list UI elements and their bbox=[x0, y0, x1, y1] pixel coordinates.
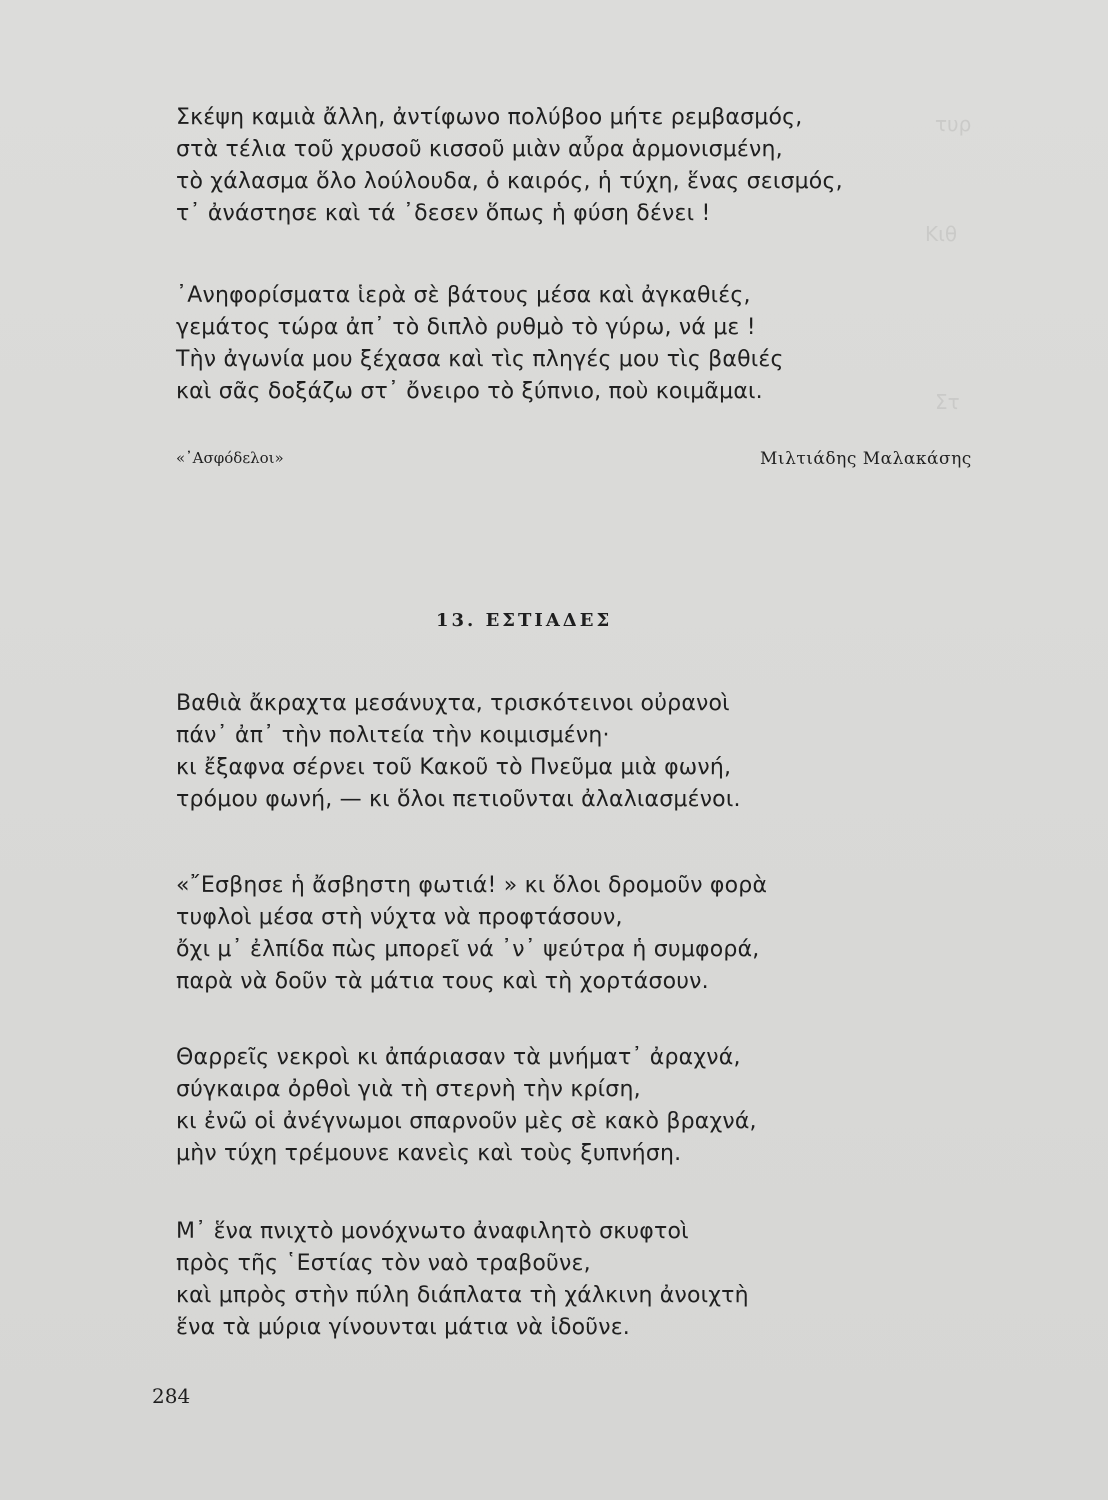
verse-line: κι ἔξαφνα σέρνει τοῦ Κακοῦ τὸ Πνεῦμα μιὰ φωνή, bbox=[176, 755, 732, 780]
page-number: 284 bbox=[152, 1384, 191, 1408]
stanza-bottom-4 bbox=[176, 1216, 749, 1344]
poem-author: Μιλτιάδης Μαλακάσης bbox=[760, 449, 972, 469]
verse-line: ὄχι μ᾿ ἐλπίδα πὼς μπορεῖ νά ᾿ν᾿ ψεύτρα ἡ συμφορά, bbox=[176, 937, 760, 962]
stanza-bottom-2 bbox=[176, 870, 767, 998]
verse-line: «῎Εσβησε ἡ ἄσβηστη φωτιά! » κι ὅλοι δρομοῦν φορὰ bbox=[176, 873, 768, 898]
verse-line: τὸ χάλασμα ὅλο λούλουδα, ὁ καιρός, ἡ τύχη, ἕνας σεισμός, bbox=[176, 169, 843, 194]
verse-line: κι ἐνῶ οἱ ἀνέγνωμοι σπαρνοῦν μὲς σὲ κακὸ βραχνά, bbox=[176, 1109, 757, 1134]
verse-line: Μ᾿ ἕνα πνιχτὸ μονόχνωτο ἀναφιλητὸ σκυφτοὶ bbox=[176, 1219, 689, 1244]
verse-line: Σκέψη καμιὰ ἄλλη, ἀντίφωνο πολύβοο μήτε ρεμβασμός, bbox=[176, 105, 803, 130]
verse-line: ἕνα τὰ μύρια γίνουνται μάτια νὰ ἰδοῦνε. bbox=[176, 1315, 630, 1340]
verse-line: καὶ σᾶς δοξάζω στ᾿ ὄνειρο τὸ ξύπνιο, ποὺ κοιμᾶμαι. bbox=[176, 379, 763, 404]
stanza-top-2 bbox=[176, 280, 784, 408]
bleed-through-text: Στ bbox=[935, 390, 960, 414]
verse-line: Θαρρεῖς νεκροὶ κι ἀπάριασαν τὰ μνήματ᾿ ἀραχνά, bbox=[176, 1045, 741, 1070]
verse-line: τυφλοὶ μέσα στὴ νύχτα νὰ προφτάσουν, bbox=[176, 905, 623, 930]
stanza-top-1 bbox=[176, 102, 843, 230]
verse-line: τ᾿ ἀνάστησε καὶ τά ᾿δεσεν ὅπως ἡ φύση δένει ! bbox=[176, 201, 711, 226]
verse-line: παρὰ νὰ δοῦν τὰ μάτια τους καὶ τὴ χορτάσουν. bbox=[176, 969, 709, 994]
verse-line: στὰ τέλια τοῦ χρυσοῦ κισσοῦ μιὰν αὖρα ἁρμονισμένη, bbox=[176, 137, 783, 162]
verse-line: σύγκαιρα ὀρθοὶ γιὰ τὴ στερνὴ τὴν κρίση, bbox=[176, 1077, 641, 1102]
stanza-bottom-1 bbox=[176, 688, 741, 816]
verse-line: ᾿Ανηφορίσματα ἱερὰ σὲ βάτους μέσα καὶ ἀγκαθιές, bbox=[176, 283, 751, 308]
verse-line: πάν᾿ ἀπ᾿ τὴν πολιτεία τὴν κοιμισμένη· bbox=[176, 723, 610, 748]
poem-source: «᾿Ασφόδελοι» bbox=[176, 449, 284, 467]
verse-line: τρόμου φωνή, — κι ὅλοι πετιοῦνται ἀλαλιασμένοι. bbox=[176, 787, 741, 812]
verse-line: μὴν τύχη τρέμουνε κανεὶς καὶ τοὺς ξυπνήση. bbox=[176, 1141, 682, 1166]
stanza-bottom-3 bbox=[176, 1042, 757, 1170]
bleed-through-text: τυρ bbox=[935, 112, 972, 136]
verse-line: Βαθιὰ ἄκραχτα μεσάνυχτα, τρισκότεινοι οὐρανοὶ bbox=[176, 691, 730, 716]
verse-line: πρὸς τῆς ῾Εστίας τὸν ναὸ τραβοῦνε, bbox=[176, 1251, 591, 1276]
verse-line: καὶ μπρὸς στὴν πύλη διάπλατα τὴ χάλκινη ἀνοιχτὴ bbox=[176, 1283, 749, 1308]
poem-title: 13. ΕΣΤΙΑΔΕΣ bbox=[436, 610, 613, 631]
verse-line: Τὴν ἀγωνία μου ξέχασα καὶ τὶς πληγές μου τὶς βαθιές bbox=[176, 347, 784, 372]
verse-line: γεμάτος τώρα ἀπ᾿ τὸ διπλὸ ρυθμὸ τὸ γύρω, νά με ! bbox=[176, 315, 756, 340]
bleed-through-text: Κιθ bbox=[925, 222, 958, 246]
